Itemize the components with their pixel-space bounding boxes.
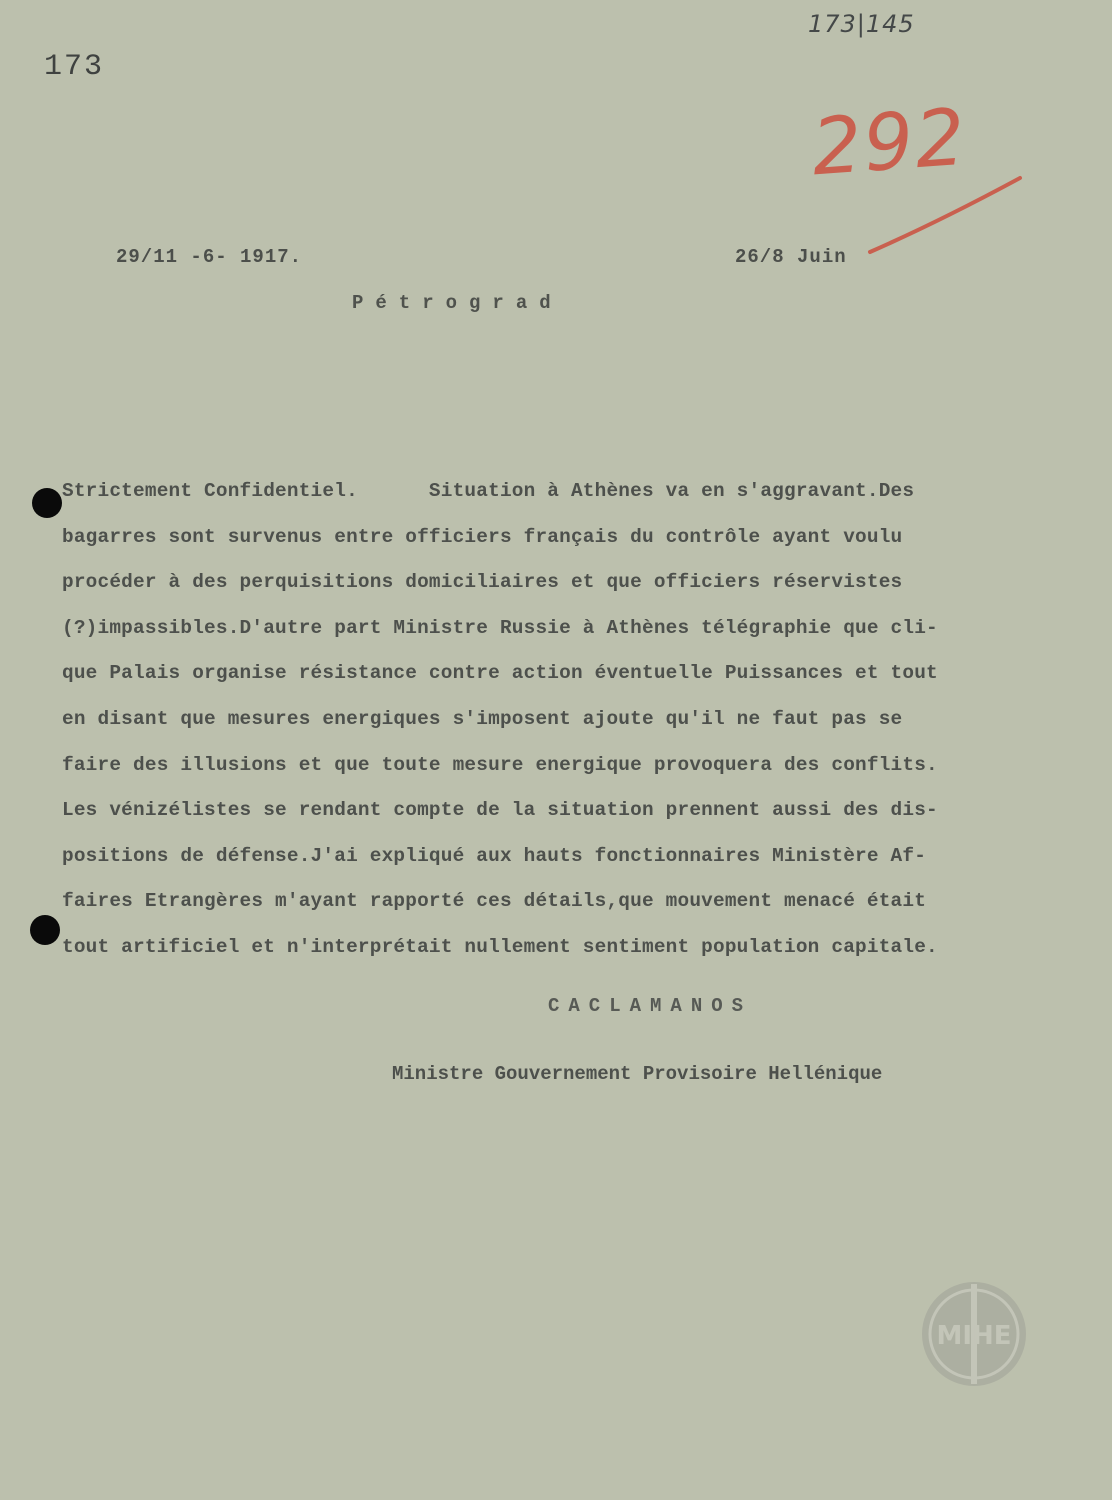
body-line: faires Etrangères m'ayant rapporté ces détails,que mouvement menacé était [62, 890, 927, 913]
body-line: (?)impassibles.D'autre part Ministre Russie à Athènes télégraphie que cli- [62, 616, 938, 639]
page-number: 173 [44, 50, 105, 84]
archive-stamp-icon [918, 1278, 1030, 1390]
archive-reference: 173|145 [808, 10, 915, 38]
place-of-origin: Pétrograd [352, 292, 563, 314]
body-line: positions de défense.J'ai expliqué aux hauts fonctionnaires Ministère Af- [62, 844, 927, 867]
folio-number: 292 [809, 92, 970, 194]
body-line: Les vénizélistes se rendant compte de la situation prennent aussi des dis- [62, 799, 938, 822]
punch-hole [30, 915, 60, 945]
body-line: tout artificiel et n'interprétait nullement sentiment population capitale. [62, 935, 938, 958]
body-line: procéder à des perquisitions domiciliaires et que officiers réservistes [62, 571, 903, 594]
body-line: Strictement Confidentiel. Situation à Athènes va en s'aggravant.Des [62, 480, 915, 502]
telegram-date: 29/11 -6- 1917. [116, 246, 303, 268]
punch-hole [32, 488, 62, 518]
body-line: que Palais organise résistance contre action éventuelle Puissances et tout [62, 662, 938, 685]
svg-text:MIHE: MIHE [936, 1321, 1012, 1351]
body-line: bagarres sont survenus entre officiers français du contrôle ayant voulu [62, 525, 903, 548]
red-pencil-stroke [860, 170, 1060, 270]
body-line: en disant que mesures energiques s'imposent ajoute qu'il ne faut pas se [62, 707, 903, 730]
telegram-body [62, 469, 1092, 971]
signature-title: Ministre Gouvernement Provisoire Hellénique [392, 1063, 883, 1085]
signature: CACLAMANOS [548, 995, 753, 1017]
received-date: 26/8 Juin [735, 246, 847, 268]
body-line: faire des illusions et que toute mesure energique provoquera des conflits. [62, 753, 938, 776]
